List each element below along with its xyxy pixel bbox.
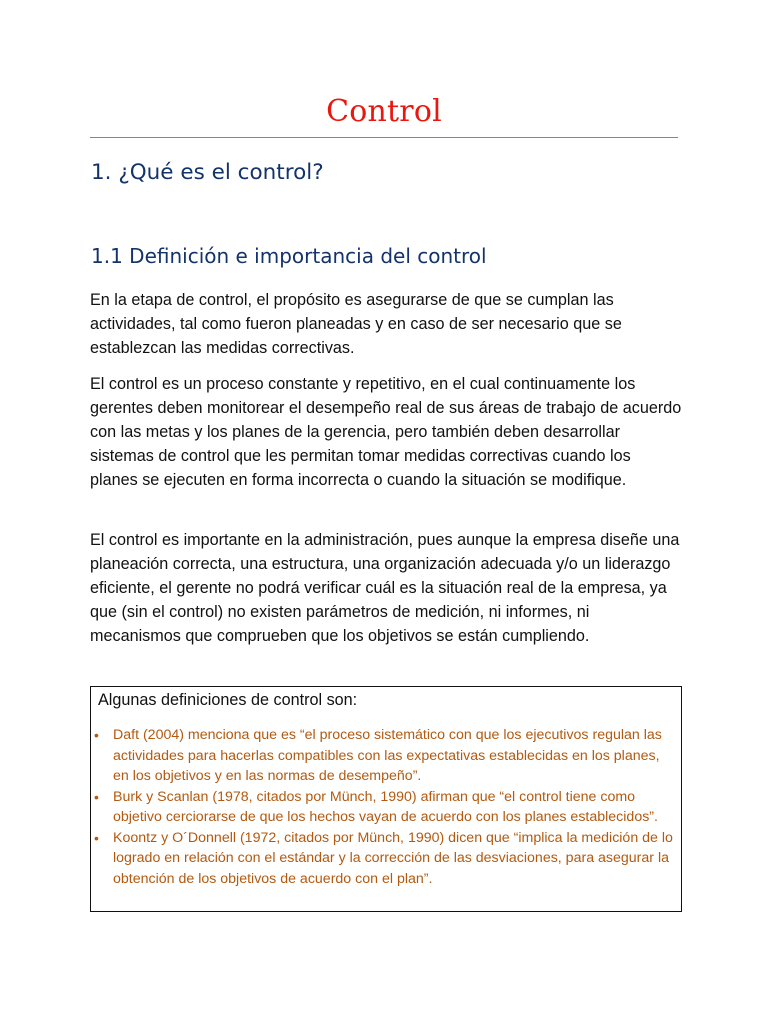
- definitions-list: [91, 725, 683, 889]
- paragraph-process: El control es un proceso constante y repetitivo, en el cual continuamente los gerentes deben monitorear el desempeño real de sus áreas de trabajo de acuerdo con las metas y los planes de la gerencia, pero también deben desarrollar sistemas de control que les permitan tomar medidas correctivas cuando los planes se ejecuten en forma incorrecta o cuando la situación se modifique.: [90, 375, 682, 489]
- definition-text: Burk y Scanlan (1978, citados por Münch, 1990) afirman que “el control tiene como objetivo cerciorarse de que los hechos vayan de acuerdo con los planes establecidos”.: [113, 788, 658, 825]
- definitions-box: [90, 686, 682, 912]
- bullet-icon: •: [94, 727, 99, 743]
- definition-text: Daft (2004) menciona que es “el proceso sistemático con que los ejecutivos regulan las actividades para hacerlas compatibles con las expectativas establecidas en los planes, en los objetivos y en las normas de desempeño”.: [113, 727, 662, 784]
- bullet-icon: •: [94, 788, 99, 805]
- section-heading: 1. ¿Qué es el control?: [91, 160, 324, 185]
- bullet-icon: •: [94, 829, 99, 846]
- subsection-heading: 1.1 Definición e importancia del control: [91, 244, 487, 268]
- paragraph-importance: El control es importante en la administración, pues aunque la empresa diseñe una planeación correcta, una estructura, una organización adecuada y/o un liderazgo eficiente, el gerente no podrá verificar cuál es la situación real de la empresa, ya que (sin el control) no existen parámetros de medición, ni informes, ni mecanismos que comprueben que los objetivos se están cumpliendo.: [90, 531, 680, 645]
- definition-item-koontz-odonnell: [91, 828, 683, 890]
- title-underline-divider: [90, 137, 678, 138]
- paragraph-purpose: En la etapa de control, el propósito es asegurarse de que se cumplan las actividades, tal como fueron planeadas y en caso de ser necesario que se establezcan las medidas correctivas.: [90, 291, 622, 357]
- definition-item-burk-scanlan: [91, 787, 683, 828]
- definition-text: Koontz y O´Donnell (1972, citados por Münch, 1990) dicen que “implica la medición de lo logrado en relación con el estándar y la corrección de las desviaciones, para asegurar la obtención de los objetivos de acuerdo con el plan”.: [113, 829, 673, 887]
- document-title: Control: [326, 94, 442, 129]
- definition-item-daft: [91, 725, 683, 787]
- definitions-box-title: Algunas definiciones de control son:: [98, 691, 358, 709]
